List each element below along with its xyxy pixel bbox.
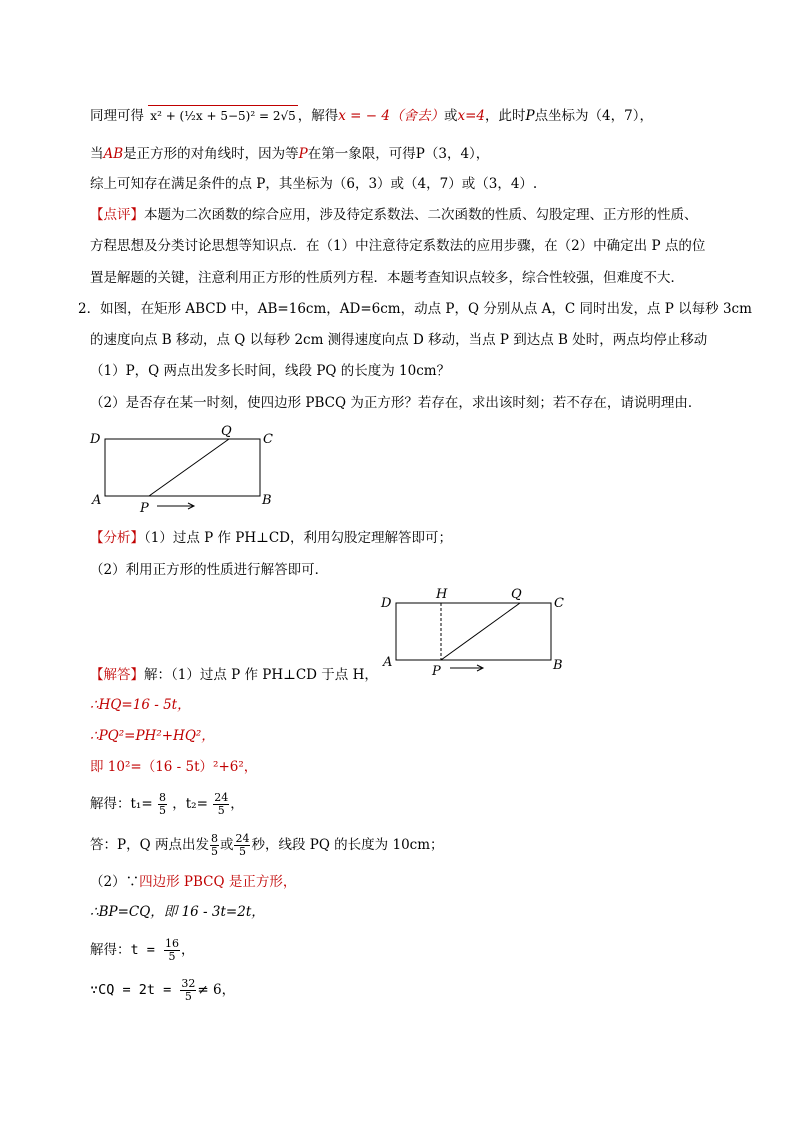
text-tonglikede: 同理可得 [90,108,144,124]
answer-tag: 【解答】 [90,667,144,683]
question-2-part-2: （2）是否存在某一时刻，使四边形 PBCQ 为正方形？若存在，求出该时刻；若不存在，请说明理由． [90,395,702,411]
line-1 [90,105,653,126]
label-p: P [432,664,441,679]
text-da: 答：P，Q 两点出发 [90,837,209,853]
step-hq: ∴HQ=16 - 5t， [90,697,191,713]
question-2-part-1: （1）P，Q 两点出发多长时间，线段 PQ 的长度为 10cm？ [90,363,451,379]
label-c: C [554,596,564,611]
comment-text-1: 本题为二次函数的综合应用，涉及待定系数法、二次函数的性质、勾股定理、正方形的性质、 [144,207,698,223]
text-jiede-t1: 解得：t₁= [90,796,153,812]
label-b: B [553,658,563,673]
comment-tag: 【点评】 [90,207,144,223]
step-part-2: （2）∵四边形 PBCQ 是正方形， [90,874,297,890]
line-2 [90,144,489,164]
comment-line-2: 方程思想及分类讨论思想等知识点．在（1）中注意待定系数法的应用步骤，在（2）中确定出 P 点的位 [90,238,706,254]
label-q: Q [511,587,522,602]
point-p: P [525,108,535,124]
analysis-line-1 [90,528,452,548]
text-first-quadrant: 在第一象限，可得 [307,146,416,162]
fraction-16-5: $\frac{16}{5}$ [165,937,180,963]
answer-text-1: 解：（1）过点 P 作 PH⊥CD 于点 H， [144,667,378,683]
solution-x-4: x=4 [457,108,485,124]
square-condition: 四边形 PBCQ 是正方形， [139,874,297,890]
analysis-text-1: （1）过点 P 作 PH⊥CD，利用勾股定理解答即可； [144,530,453,546]
analysis-tag: 【分析】 [90,530,144,546]
text-p34: P（3，4）， [415,146,490,162]
label-a: A [383,655,393,670]
text-huo: 或 [443,108,458,124]
label-q: Q [221,424,232,439]
text-t2: ，t₂= [172,796,208,812]
question-2-line-2: 的速度向点 B 移动，点 Q 以每秒 2cm 测得速度向点 D 移动，当点 P 到达点 B 处时，两点均停止移动 [90,332,708,348]
label-a: A [92,493,102,508]
step-pythagoras: ∴PQ²=PH²+HQ²， [90,728,215,744]
sqrt-body: x² + (½x + 5−5)² = 2√5 [150,109,296,123]
label-c: C [263,432,273,447]
step-cq-check: ∵CQ = 2t = $\frac{32}{5}$ ≠ 6， [90,977,236,1003]
text-diagonal: 是正方形的对角线时，因为等 [123,146,299,162]
step-solutions-t: 解得：t₁= $\frac{8}{5}$ ，t₂= $\frac{24}{5}$ ， [90,791,244,817]
rectangle-figure-2 [376,582,576,682]
fraction-24-5: $\frac{24}{5}$ [214,791,229,817]
label-d: D [90,432,101,447]
text-coord-47: 点坐标为（4，7）， [534,108,653,124]
comment-line-3: 置是解题的关键，注意利用正方形的性质列方程．本题考查知识点较多，综合性较强，但难度不大． [90,270,684,286]
analysis-line-2: （2）利用正方形的性质进行解答即可． [90,562,329,578]
fraction-32-5: $\frac{32}{5}$ [181,977,196,1003]
label-h: H [436,587,448,602]
fraction-8-5-b: $\frac{8}{5}$ [210,832,218,858]
step-equation: 即 10²=（16 - 5t）²+6²， [90,759,258,775]
solution-x-neg4: x = − 4（舍去） [338,108,444,124]
sqrt-expression [148,105,297,126]
text-jiede: ，解得 [297,108,339,124]
point-p-2: P [298,146,308,162]
step-solution-t: 解得：t = $\frac{16}{5}$ ， [90,937,195,963]
text-dang: 当 [90,146,104,162]
text-cishi: ，此时 [484,108,526,124]
rectangle-figure-1 [85,420,285,520]
fraction-24-5-b: $\frac{24}{5}$ [235,832,250,858]
comment-line-1 [90,205,698,225]
label-d: D [381,596,392,611]
step-bp-cq: ∴BP=CQ，即 16 - 3t=2t， [90,904,265,920]
question-2-line-1: 2．如图，在矩形 ABCD 中，AB=16cm，AD=6cm，动点 P，Q 分别从点 A，C 同时出发，点 P 以每秒 3cm [78,301,752,317]
step-answer-1: 答：P，Q 两点出发 $\frac{8}{5}$ 或 $\frac{24}{5}$ 秒，线段 PQ 的长度为 10cm； [90,832,444,858]
fraction-8-5: $\frac{8}{5}$ [158,791,166,817]
segment-ab: AB [103,146,124,162]
answer-line-1 [90,665,378,685]
label-p: P [140,501,149,516]
line-3: 综上可知存在满足条件的点 P，其坐标为（6，3）或（4，7）或（3，4）. [90,176,538,192]
label-b: B [262,493,272,508]
